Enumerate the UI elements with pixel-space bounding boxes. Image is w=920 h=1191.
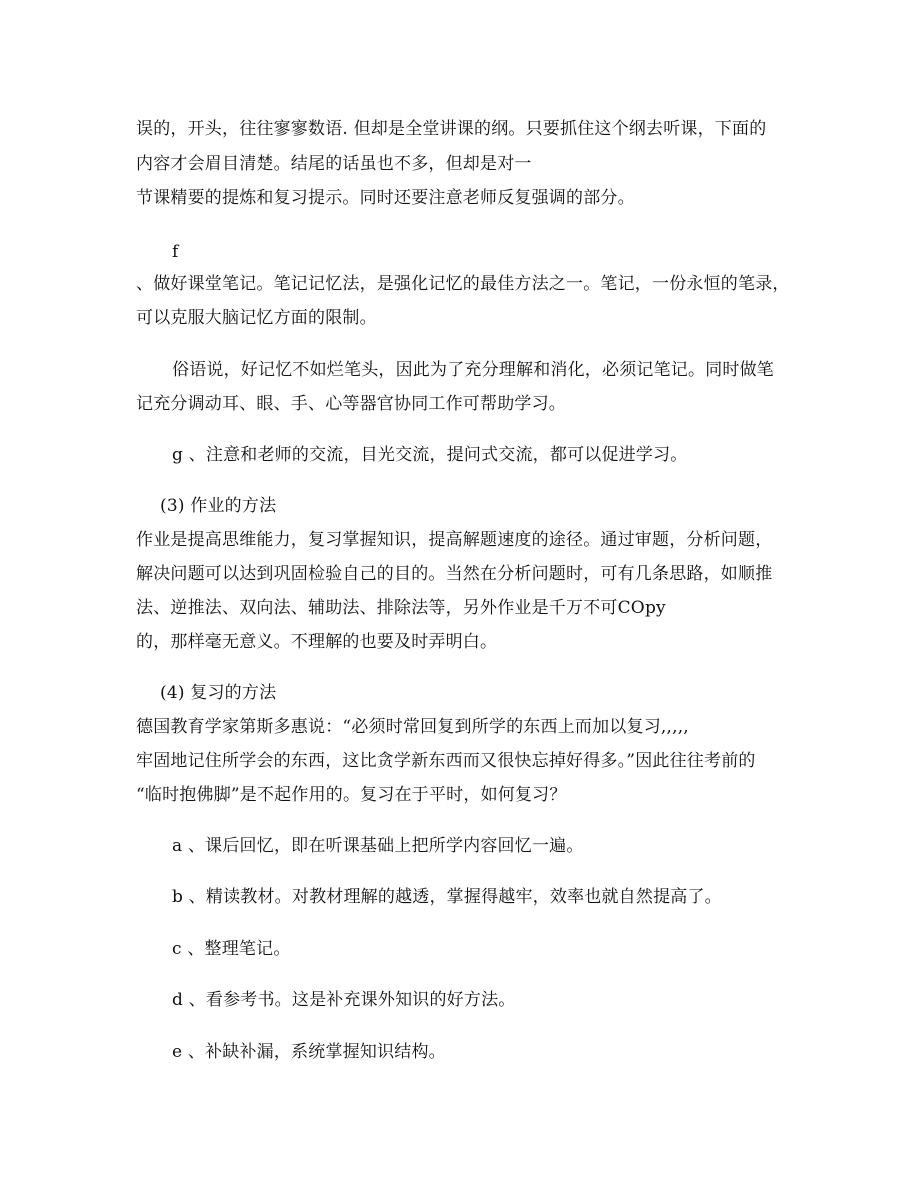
text-line: 节课精要的提炼和复习提示。同时还要注意老师反复强调的部分。	[136, 188, 635, 208]
text-line: 法、逆推法、双向法、辅助法、排除法等，另外作业是千万不可COpy	[136, 598, 666, 618]
text-line: 德国教育学家第斯多惠说：“必须时常回复到所学的东西上而加以复习,,,,,	[136, 717, 689, 737]
text-line: 内容才会眉目清楚。结尾的话虽也不多，但却是对一	[136, 154, 532, 174]
text-line: g 、注意和老师的交流，目光交流，提问式交流，都可以促进学习。	[172, 445, 688, 465]
list-item: b 、精读教材。对教材理解的越透，掌握得越牢，效率也就自然提高了。	[172, 887, 722, 907]
list-item: a 、课后回忆，即在听课基础上把所学内容回忆一遍。	[172, 836, 584, 856]
text-line: 、做好课堂笔记。笔记记忆法，是强化记忆的最佳方法之一。笔记，一份永恒的笔录，	[136, 274, 790, 294]
text-line: 牢固地记住所学会的东西，这比贪学新东西而又很快忘掉好得多。”因此往往考前的	[136, 751, 756, 771]
text-line: 可以克服大脑记忆方面的限制。	[136, 308, 377, 328]
text-line: 解决问题可以达到巩固检验自己的目的。当然在分析问题时，可有几条思路，如顺推	[136, 564, 773, 584]
text-line: f	[172, 242, 179, 262]
text-line: 的，那样毫无意义。不理解的也要及时弄明白。	[136, 632, 498, 652]
list-item: c 、整理笔记。	[172, 939, 291, 959]
text-line: 作业是提高思维能力，复习掌握知识，提高解题速度的途径。通过审题，分析问题，	[136, 530, 773, 550]
list-item: e 、补缺补漏，系统掌握知识结构。	[172, 1042, 446, 1062]
section-heading: (3) 作业的方法	[160, 496, 277, 516]
text-line: 误的，开头，往往寥寥数语. 但却是全堂讲课的纲。只要抓住这个纲去听课，下面的	[136, 119, 767, 139]
text-line: “临时抱佛脚”是不起作用的。复习在于平时，如何复习？	[136, 785, 567, 805]
text-line: 俗语说，好记忆不如烂笔头，因此为了充分理解和消化，必须记笔记。同时做笔	[172, 360, 774, 380]
section-heading: (4) 复习的方法	[160, 683, 277, 703]
text-line: 记充分调动耳、眼、手、心等器官协同工作可帮助学习。	[136, 394, 566, 414]
list-item: d 、看参考书。这是补充课外知识的好方法。	[172, 990, 516, 1010]
